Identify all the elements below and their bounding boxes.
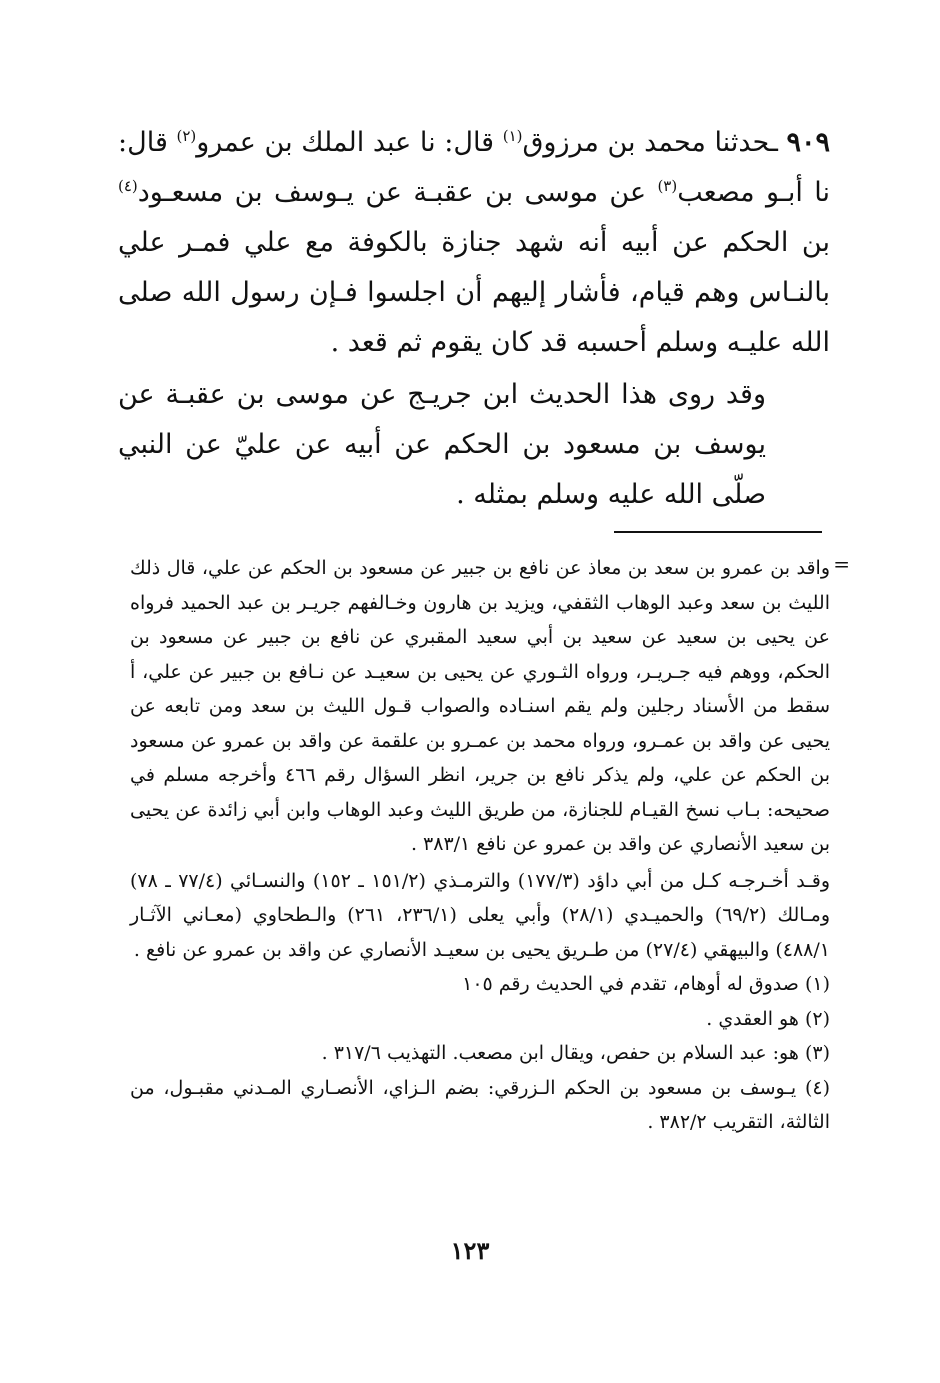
continuation-mark: = xyxy=(833,552,850,576)
footnote-ref-4[interactable]: (٤) xyxy=(118,177,138,195)
second-paragraph: وقد روى هذا الحديث ابن جريـج عن موسى بن عقبـة عن يوسف بن مسعود بن الحكم عن أبيه عن عليّ عن النبي صلّى الله عليه وسلم بمثله . xyxy=(118,379,766,510)
footnote-number: (٣) xyxy=(804,1042,830,1064)
hadith-text-part-4: عن موسى بن عقبـة عن يـوسف بن مسعـود xyxy=(137,177,658,208)
hadith-text-part-2: قال: نا عبد الملك بن عمرو xyxy=(196,127,503,158)
footnote-continuation-2: وقـد أخـرجـه كـل من أبي داؤد (١٧٧/٣) والترمـذي (١٥١/٢ ـ ١٥٢) والنسـائي (٧٧/٤ ـ ٧٨) ومـالك (٦٩/٢) والحميـدي (٢٨/١) وأبي يعلى (٢٣٦/١، ٢٦١) والـطحاوي (معـاني الآثـار ٤٨٨/١) والبيهقي (٢٧/٤) من طـريق يحيى بن سعيـد الأنصاري عن واقد بن عمرو عن نافع . xyxy=(130,869,831,961)
footnote-ref-1[interactable]: (١) xyxy=(502,127,523,145)
footnote-ref-2[interactable]: (٢) xyxy=(176,127,197,145)
hadith-number: ٩٠٩ xyxy=(786,127,830,158)
hadith-paragraph xyxy=(118,118,830,368)
footnotes-section xyxy=(130,551,830,1140)
footnote-number: (٢) xyxy=(804,1007,830,1030)
footnote-number: (١) xyxy=(804,973,830,995)
page-number: ١٢٣ xyxy=(450,1236,490,1265)
footnote-text: يـوسف بن مسعود بن الحكم الـزرقي: بضم الـزاي، الأنصـاري المـدني مقبـول، من الثالثة، التقريب ٣٨٢/٢ . xyxy=(130,1076,830,1133)
footnote-1 xyxy=(130,967,830,1002)
main-text xyxy=(118,118,830,520)
footnote-number: (٤) xyxy=(804,1076,831,1099)
footnote-4 xyxy=(130,1071,830,1140)
hadith-text-part-5: بن الحكم عن أبيه أنه شهد جنازة بالكوفة مع علي فمـر علي بالنـاس وهم قيام، فأشار إليهم أن اجلسوا فـإن رسول الله صلى الله عليـه وسلم أحسبه قد كان يقوم ثم قعد . xyxy=(118,227,830,358)
footnote-continuation-1: واقد بن عمرو بن سعد بن معاذ عن نافع بن جبير عن مسعود بن الحكم عن علي، قال ذلك الليث بن سعد وعبد الوهاب الثقفي، ويزيد بن هارون وخـالفهم جريـر بن عبد الحميد فرواه عن يحيى بن سعيد عن سعيد بن أبي سعيد المقبري عن نافع بن جبير عن مسعود بن الحكم، ووهم فيه جـريـر، ورواه الثـوري عن يحيى بن سعيـد عن نـافع بن جبير عن علي، أ سقط من الأسناد رجلين ولم يقم اسنـاده والصواب قـول الليث بن سعد ومن تابعه عن يحيى عن واقد بن عمـرو، ورواه محمد بن عمـرو بن علقمة عن واقد بن عمرو عن مسعود بن الحكم عن علي، ولم يذكر نافع بن جرير، انظر السؤال رقم ٤٦٦ وأخرجه مسلم في صحيحه: بـاب نسخ القيـام للجنازة، من طريق الليث وعبد الوهاب وابن أبي زائدة عن يحيى بن سعيد الأنصاري عن واقد بن عمرو عن نافع ٣٨٣/١ . xyxy=(130,557,830,855)
footnote-3 xyxy=(130,1036,830,1071)
footnote-text: هو: عبد السلام بن حفص، ويقال ابن مصعب. التهذيب ٣١٧/٦ . xyxy=(321,1042,799,1064)
hadith-text-part-1: حدثنا محمد بن مرزوق xyxy=(522,127,770,158)
hadith-text-part-3: قال: نا أبـو مصعب xyxy=(118,127,830,208)
footnote-text: هو العقدي . xyxy=(706,1007,799,1030)
footnote-separator xyxy=(614,531,822,533)
hadith-dash: ـ xyxy=(769,127,787,158)
footnote-text: صدوق له أوهام، تقدم في الحديث رقم ١٠٥ xyxy=(462,973,799,995)
footnote-2 xyxy=(130,1002,830,1037)
footnote-ref-3[interactable]: (٣) xyxy=(657,177,678,195)
